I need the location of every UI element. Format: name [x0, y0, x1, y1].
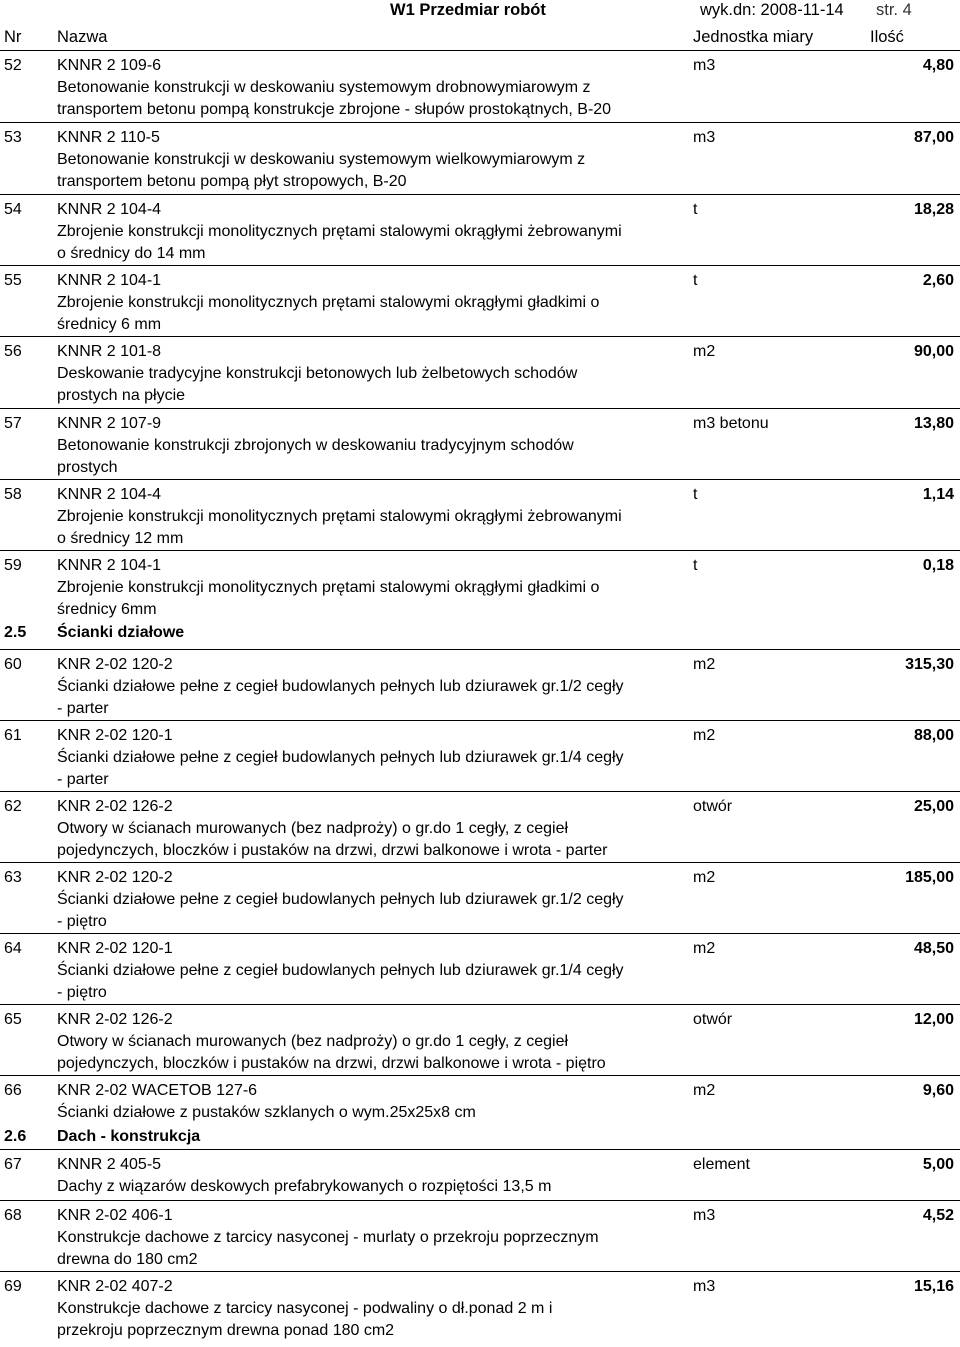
row-number: 58 [4, 486, 22, 503]
row-number: 56 [4, 343, 22, 360]
row-divider [0, 1075, 960, 1076]
row-description [57, 341, 697, 407]
row-description [57, 867, 697, 933]
row-quantity: 2,60 [922, 272, 954, 289]
row-number: 62 [4, 798, 22, 815]
row-number: 52 [4, 57, 22, 74]
row-divider [0, 862, 960, 863]
row-quantity: 1,14 [922, 486, 954, 503]
row-unit: m2 [693, 869, 716, 886]
row-description [57, 1154, 697, 1198]
row-code: KNR 2-02 126-2 [57, 1011, 173, 1028]
row-unit: m2 [693, 343, 716, 360]
row-code: KNNR 2 107-9 [57, 415, 162, 432]
row-unit: otwór [693, 1011, 733, 1028]
row-text: Otwory w ścianach murowanych (bez nadproży) o gr.do 1 cegły, z cegieł pojedynczych, bloczków i pustaków na drzwi, drzwi balkonowe i wrota - parter [57, 820, 608, 859]
row-number: 57 [4, 415, 22, 432]
row-code: KNR 2-02 120-1 [57, 727, 173, 744]
row-number: 54 [4, 201, 22, 218]
row-description [57, 938, 697, 1004]
row-divider [0, 933, 960, 934]
row-unit: m2 [693, 727, 716, 744]
section-number: 2.6 [4, 1128, 27, 1145]
row-divider [0, 720, 960, 721]
row-text: Deskowanie tradycyjne konstrukcji betonowych lub żelbetowych schodów prostych na płycie [57, 365, 578, 404]
row-code: KNNR 2 104-1 [57, 557, 162, 574]
row-text: Zbrojenie konstrukcji monolitycznych prętami stalowymi okrągłymi żebrowanymi o średnicy 12 mm [57, 508, 622, 547]
row-text: Konstrukcje dachowe z tarcicy nasyconej - podwaliny o dł.ponad 2 m i przekroju poprzecznym drewna ponad 180 cm2 [57, 1300, 553, 1339]
row-description [57, 1080, 697, 1124]
row-unit: t [693, 201, 698, 218]
row-number: 55 [4, 272, 22, 289]
row-unit: otwór [693, 798, 733, 815]
row-text: Otwory w ścianach murowanych (bez nadproży) o gr.do 1 cegły, z cegieł pojedynczych, bloczków i pustaków na drzwi, drzwi balkonowe i wrota - piętro [57, 1033, 606, 1072]
row-unit: m2 [693, 1082, 716, 1099]
page-number: str. 4 [876, 1, 912, 19]
row-quantity: 5,00 [922, 1156, 954, 1173]
section-heading [0, 622, 960, 644]
row-quantity: 90,00 [913, 343, 954, 360]
column-header [0, 24, 960, 52]
row-quantity: 87,00 [913, 129, 954, 146]
row-description [57, 1009, 697, 1075]
row-divider [0, 194, 960, 195]
row-description [57, 1276, 697, 1342]
row-number: 60 [4, 656, 22, 673]
row-unit: m3 [693, 129, 716, 146]
row-text: Betonowanie konstrukcji w deskowaniu systemowym wielkowymiarowym z transportem betonu pompą płyt stropowych, B-20 [57, 151, 586, 190]
row-description [57, 796, 697, 862]
section-title: Ścianki działowe [57, 624, 185, 641]
row-number: 63 [4, 869, 22, 886]
row-code: KNR 2-02 406-1 [57, 1207, 173, 1224]
row-quantity: 15,16 [913, 1278, 954, 1295]
row-quantity: 185,00 [905, 869, 954, 886]
row-divider [0, 550, 960, 551]
section-title: Dach - konstrukcja [57, 1128, 201, 1145]
row-quantity: 12,00 [913, 1011, 954, 1028]
row-divider [0, 1149, 960, 1150]
row-text: Ścianki działowe pełne z cegieł budowlanych pełnych lub dziurawek gr.1/4 cegły - parter [57, 749, 624, 788]
row-unit: element [693, 1156, 750, 1173]
row-divider [0, 791, 960, 792]
row-unit: m3 betonu [693, 415, 769, 432]
row-quantity: 25,00 [913, 798, 954, 815]
row-number: 66 [4, 1082, 22, 1099]
row-quantity: 4,80 [922, 57, 954, 74]
row-description [57, 199, 697, 265]
row-divider [0, 649, 960, 650]
row-divider [0, 1271, 960, 1272]
row-text: Ścianki działowe z pustaków szklanych o wym.25x25x8 cm [57, 1104, 476, 1121]
row-unit: m3 [693, 1278, 716, 1295]
document-date: wyk.dn: 2008-11-14 [700, 1, 844, 19]
row-divider [0, 265, 960, 266]
row-divider [0, 1200, 960, 1201]
header-divider [0, 50, 960, 51]
row-unit: t [693, 557, 698, 574]
row-unit: t [693, 486, 698, 503]
row-number: 59 [4, 557, 22, 574]
row-unit: m3 [693, 57, 716, 74]
row-quantity: 48,50 [913, 940, 954, 957]
row-unit: m3 [693, 1207, 716, 1224]
row-quantity: 88,00 [913, 727, 954, 744]
row-text: Dachy z wiązarów deskowych prefabrykowanych o rozpiętości 13,5 m [57, 1178, 552, 1195]
row-number: 67 [4, 1156, 22, 1173]
row-unit: t [693, 272, 698, 289]
section-number: 2.5 [4, 624, 27, 641]
row-divider [0, 122, 960, 123]
row-code: KNNR 2 104-1 [57, 272, 162, 289]
row-number: 69 [4, 1278, 22, 1295]
row-description [57, 127, 697, 193]
row-description [57, 1205, 697, 1271]
row-quantity: 315,30 [905, 656, 954, 673]
row-number: 64 [4, 940, 22, 957]
row-code: KNNR 2 104-4 [57, 486, 162, 503]
row-description [57, 413, 697, 479]
row-text: Zbrojenie konstrukcji monolitycznych prętami stalowymi okrągłymi gładkimi o średnicy 6 mm [57, 294, 600, 333]
row-text: Ścianki działowe pełne z cegieł budowlanych pełnych lub dziurawek gr.1/2 cegły - parter [57, 678, 624, 717]
row-description [57, 725, 697, 791]
row-code: KNNR 2 101-8 [57, 343, 162, 360]
column-nr: Nr [4, 28, 22, 46]
row-number: 61 [4, 727, 22, 744]
row-code: KNR 2-02 120-2 [57, 869, 173, 886]
row-text: Zbrojenie konstrukcji monolitycznych prętami stalowymi okrągłymi żebrowanymi o średnicy do 14 mm [57, 223, 622, 262]
row-description [57, 654, 697, 720]
row-description [57, 555, 697, 621]
row-divider [0, 479, 960, 480]
row-unit: m2 [693, 940, 716, 957]
row-code: KNR 2-02 126-2 [57, 798, 173, 815]
row-description [57, 484, 697, 550]
row-code: KNNR 2 110-5 [57, 129, 160, 146]
row-quantity: 9,60 [922, 1082, 954, 1099]
row-text: Zbrojenie konstrukcji monolitycznych prętami stalowymi okrągłymi gładkimi o średnicy 6mm [57, 579, 600, 618]
row-code: KNR 2-02 WACETOB 127-6 [57, 1082, 258, 1099]
row-text: Betonowanie konstrukcji zbrojonych w deskowaniu tradycyjnym schodów prostych [57, 437, 574, 476]
row-divider [0, 336, 960, 337]
row-code: KNNR 2 109-6 [57, 57, 162, 74]
row-code: KNNR 2 405-5 [57, 1156, 162, 1173]
row-quantity: 13,80 [913, 415, 954, 432]
row-number: 65 [4, 1011, 22, 1028]
row-quantity: 18,28 [913, 201, 954, 218]
row-text: Ścianki działowe pełne z cegieł budowlanych pełnych lub dziurawek gr.1/2 cegły - piętro [57, 891, 624, 930]
row-text: Ścianki działowe pełne z cegieł budowlanych pełnych lub dziurawek gr.1/4 cegły - piętro [57, 962, 624, 1001]
row-quantity: 4,52 [922, 1207, 954, 1224]
page-header [0, 0, 960, 24]
row-description [57, 55, 697, 121]
document-title: W1 Przedmiar robót [390, 1, 546, 19]
row-number: 53 [4, 129, 22, 146]
row-text: Betonowanie konstrukcji w deskowaniu systemowym drobnowymiarowym z transportem betonu pompą konstrukcje zbrojone - słupów prostokątnych, B-20 [57, 79, 612, 118]
row-quantity: 0,18 [922, 557, 954, 574]
column-unit: Jednostka miary [693, 28, 814, 46]
row-divider [0, 408, 960, 409]
row-code: KNR 2-02 407-2 [57, 1278, 173, 1295]
row-description [57, 270, 697, 336]
row-code: KNNR 2 104-4 [57, 201, 162, 218]
column-qty: Ilość [870, 28, 904, 46]
row-text: Konstrukcje dachowe z tarcicy nasyconej - murlaty o przekroju poprzecznym drewna do 180 cm2 [57, 1229, 599, 1268]
row-divider [0, 1004, 960, 1005]
row-unit: m2 [693, 656, 716, 673]
section-heading [0, 1126, 960, 1148]
column-name: Nazwa [57, 28, 108, 46]
row-number: 68 [4, 1207, 22, 1224]
row-code: KNR 2-02 120-2 [57, 656, 173, 673]
row-code: KNR 2-02 120-1 [57, 940, 173, 957]
